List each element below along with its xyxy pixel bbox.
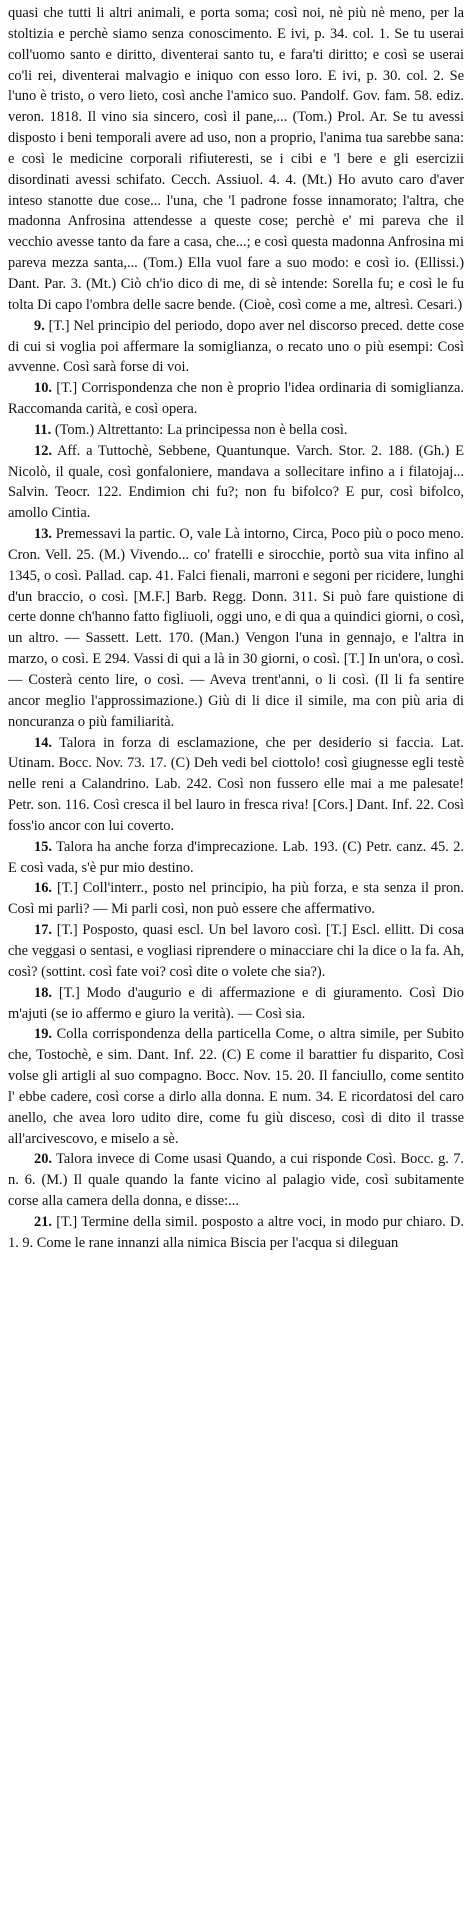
sense-11	[8, 420, 464, 441]
sense-16	[8, 878, 464, 920]
sense-13	[8, 524, 464, 732]
sense-text: (Tom.) Altrettanto: La principessa non è bella così.	[54, 421, 348, 438]
entry-continuation	[8, 3, 464, 316]
sense-number: 16.	[34, 880, 52, 897]
sense-number: 12.	[34, 442, 52, 459]
sense-text: Aff. a Tuttochè, Sebbene, Quantunque. Varch. Stor. 2. 188. (Gh.) E Nicolò, il quale, così gonfaloniere, mandava a sollecitare infino a i filatojaj... Salvin. Teocr. 122. Endimion chi fu?; non fu bifolco? E pur, così bifolco, amollo Cintia.	[8, 442, 464, 522]
sense-21	[8, 1212, 464, 1254]
sense-number: 9.	[34, 317, 45, 334]
sense-text: [T.] Termine della simil. posposto a altre voci, in modo pur chiaro. D. 1. 9. Come le rane innanzi alla nimica Biscia per l'acqua si dileguan	[8, 1213, 464, 1251]
sense-text: Talora invece di Come usasi Quando, a cui risponde Così. Bocc. g. 7. n. 6. (M.) Il quale quando la fante vicino al palagio vide, così subitamente corse alla camera della donna, e disse:...	[8, 1151, 464, 1210]
sense-19	[8, 1024, 464, 1149]
sense-text: Talora in forza di esclamazione, che per desiderio si faccia. Lat. Utinam. Bocc. Nov. 73. 17. (C) Deh vedi bel ciottolo! così giugnesse egli testè nelle reni a Calandrino. Lab. 242. Così non fussero elle mai a me palesate! Petr. son. 116. Così cresca il bel lauro in fresca riva! [Cors.] Dant. Inf. 22. Così foss'io ancor con lui coverto.	[8, 734, 465, 834]
sense-9	[8, 316, 464, 379]
entry-text: quasi che tutti li altri animali, e porta soma; così noi, nè più nè meno, per la stoltizia e perchè siamo senza conoscimento. E ivi, p. 34. col. 1. Se tu userai coll'uomo santo e diritto, diventerai santo tu, e fara'ti diritto; e così se userai co'li rei, diventerai malvagio e iniquo con esso loro. E ivi, p. 30. col. 2. Se l'uno è tristo, o vero lieto, così anche l'amico suo. Pandolf. Gov. fam. 58. ediz. veron. 1818. Il vino sia sincero, così il pane,... (Tom.) Prol. Ar. Se tu avessi disposto i beni temporali avere ad uso, non a proprio, l'anima tua sarebbe sana: e così le medicine corporali rifiuteresti, se i cibi e 'l bere e gli esercizii disordinati avessi schifato. Cecch. Assiuol. 4. 4. (Mt.) Ho avuto caro d'aver inteso stanotte due cose... l'una, che 'l padrone fosse innamorato; l'altra, che madonna Anfrosina attendesse a queste cose; perchè e' mi pareva che il vecchio avesse tanto da fare a casa, che...; e così questa madonna Anfrosina mi pareva mezza santa,... (Tom.) Ella vuol fare a suo modo: e così io. (Ellissi.) Dant. Par. 3. (Mt.) Ciò ch'io dico di me, di sè intende: Sorella fu; e così le fu tolta Di capo l'ombra delle sacre bende. (Cioè, così come a me, altresì. Cesari.)	[8, 5, 464, 313]
sense-15	[8, 837, 464, 879]
sense-number: 18.	[34, 984, 52, 1001]
sense-text: Premessavi la partic. O, vale Là intorno, Circa, Poco più o poco meno. Cron. Vell. 25. (M.) Vivendo... co' fratelli e sirocchie, portò sua vita infino al 1345, o così. Pallad. cap. 41. Falci fienali, marroni e segoni per ricidere, lunghi d'un braccio, o così. [M.F.] Barb. Regg. Donn. 311. Si può fare quistione di certe donne ch'hanno fatto figliuoli, oggi uno, e di qua a quindici giorni, o così, un altro. — Sassett. Lett. 170. (Man.) Vengon l'una in gennajo, e l'altra in marzo, o così. E 294. Vassi di qui a là in 30 giorni, o così. [T.] In un'ora, o così. — Costerà cento lire, o così. — Aveva trent'anni, o li così. (Il li fa sentire ancor meglio l'approssimazione.) Giù di li dice il simile, ma con più aria di noncuranza o più familiarità.	[8, 526, 464, 730]
sense-20	[8, 1149, 464, 1212]
sense-number: 10.	[34, 380, 52, 397]
sense-text: [T.] Modo d'augurio e di affermazione e di giuramento. Così Dio m'ajuti (se io affermo e giuro la verità). — Così sia.	[8, 984, 464, 1022]
sense-number: 11.	[34, 421, 52, 438]
sense-text: Colla corrispondenza della particella Come, o altra simile, per Subito che, Tostochè, e sim. Dant. Inf. 22. (C) E come il barattier fu disparito, Così volse gli artigli al suo compagno. Bocc. Nov. 15. 20. Il fanciullo, come sentito l' ebbe cadere, così corse a dirlo alla donna. E num. 34. E ricordatosi del caro anello, che avea loro udito dire, come fu giù disceso, così di dito il trasse all'arcivescovo, e miselo a sè.	[8, 1026, 465, 1147]
sense-text: Talora ha anche forza d'imprecazione. Lab. 193. (C) Petr. canz. 45. 2. E così vada, s'è pur mio destino.	[8, 838, 464, 876]
sense-14	[8, 733, 464, 837]
sense-number: 21.	[34, 1213, 52, 1230]
sense-17	[8, 920, 464, 983]
sense-number: 14.	[34, 734, 52, 751]
sense-12	[8, 441, 464, 524]
sense-text: [T.] Corrispondenza che non è proprio l'idea ordinaria di somiglianza. Raccomanda carità, e così opera.	[8, 380, 464, 418]
sense-text: [T.] Posposto, quasi escl. Un bel lavoro così. [T.] Escl. ellitt. Di cosa che veggasi o sentasi, e vogliasi riprendere o minacciare chi la dice o la fa. Ah, così? (sottint. così fate voi? così dite o volete che sia?).	[8, 922, 464, 980]
sense-number: 17.	[34, 922, 52, 939]
sense-number: 19.	[34, 1026, 52, 1043]
sense-number: 20.	[34, 1151, 52, 1168]
sense-number: 13.	[34, 526, 52, 543]
sense-text: [T.] Coll'interr., posto nel principio, ha più forza, e sta senza il pron. Così mi parli? — Mi parli così, non può essere che affermativo.	[8, 880, 464, 918]
sense-number: 15.	[34, 838, 52, 855]
sense-text: [T.] Nel principio del periodo, dopo aver nel discorso preced. dette cose di cui si voglia poi affermare la somiglianza, o recato uno o più esempi: Così avvenne. Così sarà forse di voi.	[8, 317, 464, 376]
sense-18	[8, 983, 464, 1025]
sense-10	[8, 378, 464, 420]
